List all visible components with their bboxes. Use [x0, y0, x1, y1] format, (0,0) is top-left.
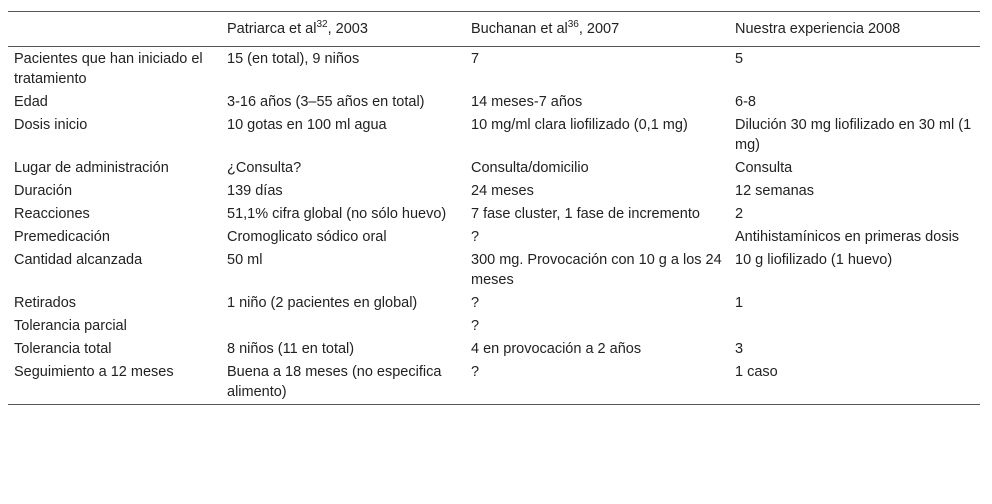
table-cell: 7 fase cluster, 1 fase de incremento	[471, 206, 700, 222]
row-label: Pacientes que han iniciado el tratamiento	[14, 51, 203, 87]
table-cell: 10 mg/ml clara liofilizado (0,1 mg)	[471, 117, 688, 133]
header-cell-nuestra-experiencia: Nuestra experiencia 2008	[735, 21, 901, 37]
table-cell: 139 días	[227, 183, 283, 199]
row-label: Premedicación	[14, 229, 110, 245]
header-cell-empty	[8, 12, 221, 47]
row-label: Edad	[14, 94, 48, 110]
row-label: Dosis inicio	[14, 117, 88, 133]
row-label: Seguimiento a 12 meses	[14, 364, 174, 380]
table-cell: Consulta	[735, 160, 793, 176]
table-row	[8, 114, 980, 157]
table-cell: 50 ml	[227, 252, 263, 268]
table-row	[8, 47, 980, 91]
table-cell: 15 (en total), 9 niños	[227, 51, 360, 67]
table-cell: 5	[735, 51, 744, 67]
table-cell: 8 niños (11 en total)	[227, 341, 355, 357]
table-row	[8, 292, 980, 315]
row-label: Lugar de administración	[14, 160, 169, 176]
header-cell-patriarca: Patriarca et $al^{32}$, 2003	[227, 19, 368, 37]
table-cell: Buena a 18 meses (no especifica alimento)	[227, 364, 442, 400]
table-row	[8, 338, 980, 361]
table-cell: Cromoglicato sódico oral	[227, 229, 387, 245]
row-label: Reacciones	[14, 206, 90, 222]
table-row	[8, 157, 980, 180]
table-cell: 14 meses-7 años	[471, 94, 583, 110]
table-cell: 10 g liofilizado (1 huevo)	[735, 252, 893, 268]
row-label: Cantidad alcanzada	[14, 252, 143, 268]
table-row	[8, 361, 980, 405]
row-label: Duración	[14, 183, 73, 199]
table-row	[8, 91, 980, 114]
table-row	[8, 315, 980, 338]
table-cell: ?	[471, 229, 480, 245]
table-cell	[729, 315, 980, 338]
table-cell: 3	[735, 341, 744, 357]
table-cell: 3-16 años (3–55 años en total)	[227, 94, 425, 110]
table-cell: 10 gotas en 100 ml agua	[227, 117, 387, 133]
row-label: Retirados	[14, 295, 77, 311]
table-cell: 1	[735, 295, 744, 311]
table-cell: Antihistamínicos en primeras dosis	[735, 229, 960, 245]
table-cell: 24 meses	[471, 183, 534, 199]
table-body	[8, 47, 980, 405]
table-cell: ?	[471, 295, 480, 311]
comparison-table-container	[8, 11, 980, 405]
table-cell: Consulta/domicilio	[471, 160, 589, 176]
table-row	[8, 226, 980, 249]
table-cell: 7	[471, 51, 480, 67]
row-label: Tolerancia total	[14, 341, 112, 357]
table-cell: ?	[471, 364, 480, 380]
comparison-table	[8, 11, 980, 405]
table-cell: 51,1% cifra global (no sólo huevo)	[227, 206, 447, 222]
table-header	[8, 12, 980, 47]
table-row	[8, 203, 980, 226]
table-cell: Dilución 30 mg liofilizado en 30 ml (1 mg)	[735, 117, 972, 153]
table-cell: 1 caso	[735, 364, 778, 380]
table-cell: ?	[471, 318, 480, 334]
table-row	[8, 180, 980, 203]
table-cell: 2	[735, 206, 744, 222]
table-cell	[221, 315, 465, 338]
header-row	[8, 12, 980, 47]
table-cell: ¿Consulta?	[227, 160, 302, 176]
table-cell: 4 en provocación a 2 años	[471, 341, 642, 357]
table-cell: 300 mg. Provocación con 10 g a los 24 meses	[471, 252, 722, 288]
row-label: Tolerancia parcial	[14, 318, 127, 334]
table-cell: 6-8	[735, 94, 756, 110]
table-cell: 12 semanas	[735, 183, 814, 199]
table-cell: 1 niño (2 pacientes en global)	[227, 295, 418, 311]
header-cell-buchanan: Buchanan et $al^{36}$, 2007	[471, 19, 620, 37]
table-row	[8, 249, 980, 292]
